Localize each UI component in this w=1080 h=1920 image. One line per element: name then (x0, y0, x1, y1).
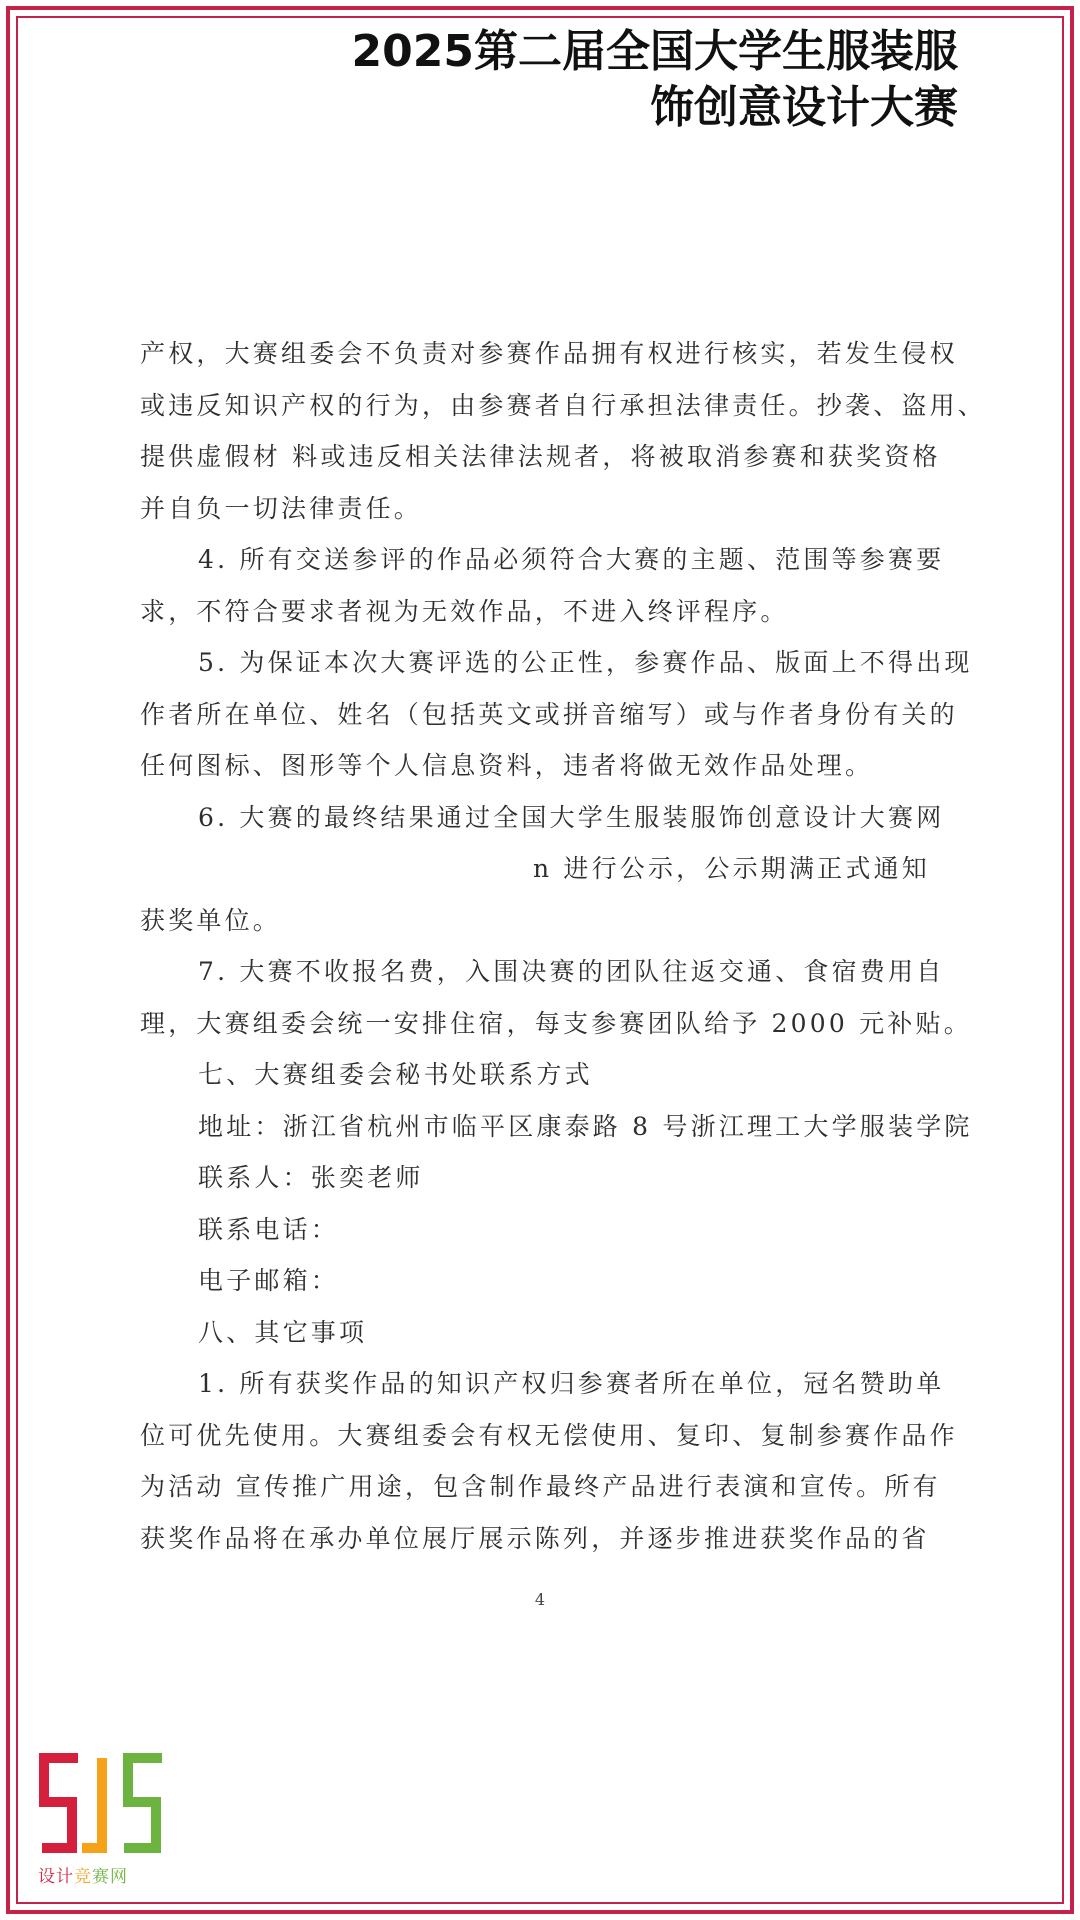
logo-caption-char: 计 (56, 1867, 74, 1887)
doc-line: 求，不符合要求者视为无效作品，不进入终评程序。 (140, 596, 789, 626)
section-heading: 八、其它事项 (198, 1317, 368, 1347)
contact-phone: 联系电话： (198, 1214, 340, 1244)
site-logo[interactable] (38, 1750, 168, 1887)
contact-person: 联系人：张奕老师 (198, 1163, 424, 1192)
doc-line: 获奖作品将在承办单位展厅展示陈列，并逐步推进获奖作品的省 (140, 1523, 930, 1553)
doc-line: 产权，大赛组委会不负责对参赛作品拥有权进行核实，若发生侵权 (140, 339, 958, 368)
doc-line: 获奖单位。 (140, 905, 282, 935)
logo-caption-char: 网 (110, 1867, 128, 1887)
doc-line: 或违反知识产权的行为，由参赛者自行承担法律责任。抄袭、盗用、 (140, 390, 987, 420)
document-body (140, 328, 987, 1564)
doc-line: 5. 为保证本次大赛评选的公正性，参赛作品、版面上不得出现 (198, 648, 973, 677)
doc-line: 6. 大赛的最终结果通过全国大学生服装服饰创意设计大赛网 (198, 802, 945, 832)
contact-address: 地址：浙江省杭州市临平区康泰路 8 号浙江理工大学服装学院 (198, 1111, 973, 1141)
logo-caption-text (38, 1867, 128, 1887)
doc-line: 理，大赛组委会统一安排住宿，每支参赛团队给予 2000 元补贴。 (140, 1008, 972, 1038)
doc-line-right (140, 843, 980, 895)
doc-line: 提供虚假材 料或违反相关法律法规者，将被取消参赛和获奖资格 (140, 442, 941, 471)
page-title (258, 24, 958, 136)
doc-line: 为活动 宣传推广用途，包含制作最终产品进行表演和宣传。所有 (140, 1472, 941, 1501)
title-line-1: 2025第二届全国大学生服装服 (351, 26, 958, 77)
logo-mark-icon (38, 1750, 168, 1860)
title-line-2: 饰创意设计大赛 (650, 82, 958, 133)
logo-caption (38, 1862, 168, 1887)
doc-line: 7. 大赛不收报名费，入围决赛的团队往返交通、食宿费用自 (198, 957, 945, 986)
logo-caption-char: 竞 (74, 1867, 92, 1887)
doc-line: 任何图标、图形等个人信息资料，违者将做无效作品处理。 (140, 751, 874, 780)
doc-line: 4. 所有交送参评的作品必须符合大赛的主题、范围等参赛要 (198, 545, 945, 574)
contact-email: 电子邮箱： (198, 1266, 340, 1295)
logo-caption-char: 赛 (92, 1867, 110, 1887)
doc-line-fragment: n 进行公示，公示期满正式通知 (532, 854, 930, 883)
doc-line: 作者所在单位、姓名（包括英文或拼音缩写）或与作者身份有关的 (140, 699, 958, 729)
page-number: 4 (534, 1590, 546, 1609)
doc-line: 1. 所有获奖作品的知识产权归参赛者所在单位，冠名赞助单 (198, 1369, 945, 1398)
doc-line: 并自负一切法律责任。 (140, 493, 423, 523)
section-heading: 七、大赛组委会秘书处联系方式 (198, 1060, 593, 1089)
doc-line: 位可优先使用。大赛组委会有权无偿使用、复印、复制参赛作品作 (140, 1420, 958, 1450)
logo-caption-char: 设 (38, 1867, 56, 1887)
